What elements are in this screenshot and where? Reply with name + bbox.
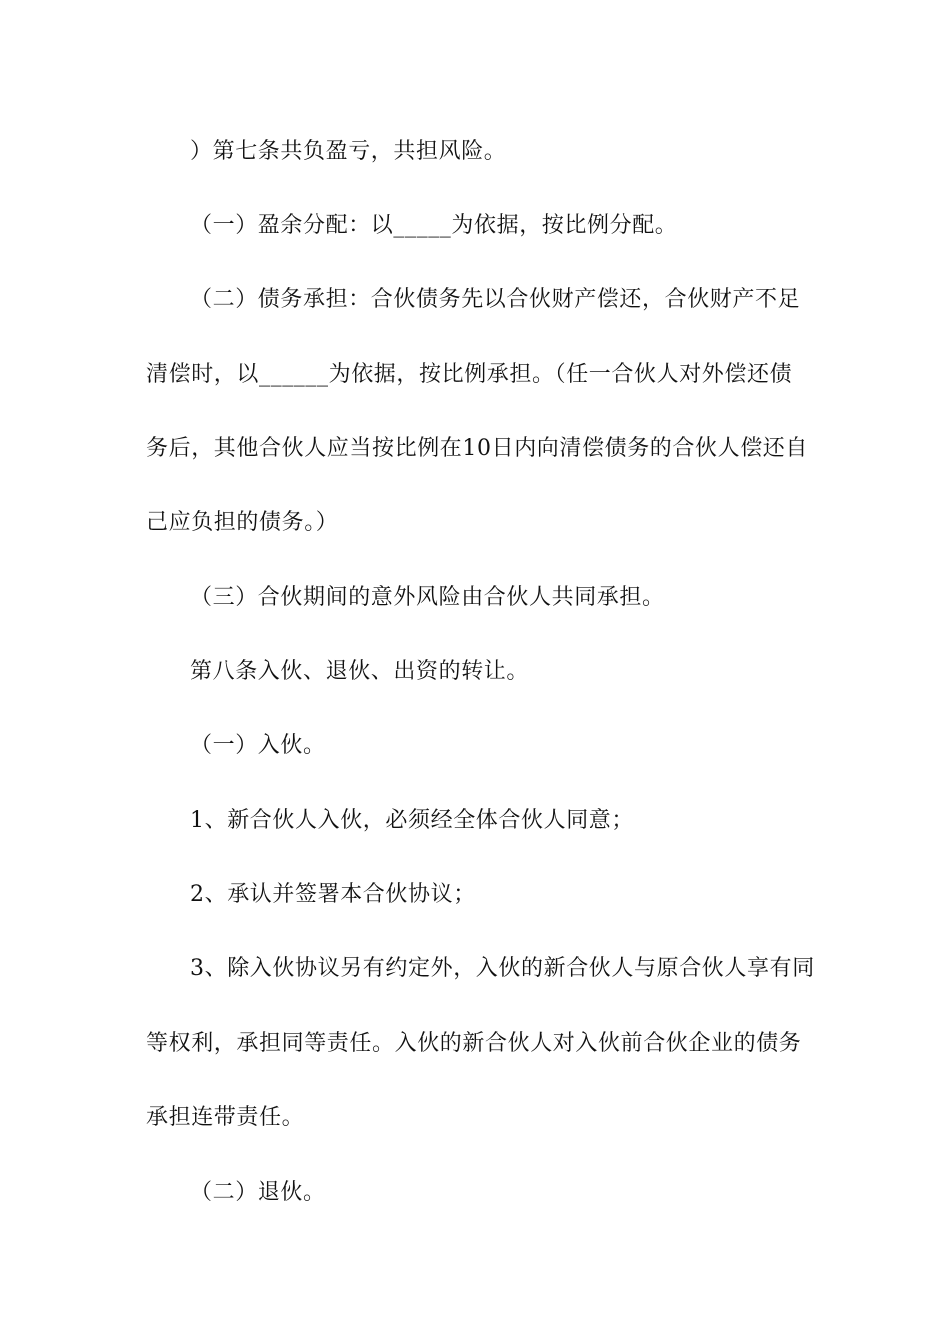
clause-7-item-2-line-1: （二）债务承担：合伙债务先以合伙财产偿还，合伙财产不足: [190, 287, 801, 312]
clause-7-item-3: （三）合伙期间的意外风险由合伙人共同承担。: [190, 585, 665, 610]
clause-7-item-2-line-2: 清偿时，以______为依据，按比例承担。（任一合伙人对外偿还债: [146, 362, 793, 387]
clause-7-item-2-line-4: 己应负担的债务。）: [146, 510, 339, 535]
clause-8-point-1: 1、新合伙人入伙，必须经全体合伙人同意；: [190, 808, 634, 833]
clause-8-section-2-heading: （二）退伙。: [190, 1180, 326, 1205]
clause-7-heading: ）第七条共负盈亏，共担风险。: [190, 139, 507, 164]
clause-8-heading: 第八条入伙、退伙、出资的转让。: [190, 659, 530, 684]
clause-7-item-1: （一）盈余分配：以_____为依据，按比例分配。: [190, 213, 678, 238]
clause-8-point-3-line-1: 3、除入伙协议另有约定外，入伙的新合伙人与原合伙人享有同: [190, 956, 815, 981]
clause-7-item-2-line-3: 务后，其他合伙人应当按比例在10日内向清偿债务的合伙人偿还自: [146, 436, 808, 461]
clause-8-point-3-line-3: 承担连带责任。: [146, 1105, 305, 1130]
clause-8-point-3-line-2: 等权利，承担同等责任。入伙的新合伙人对入伙前合伙企业的债务: [146, 1031, 802, 1056]
clause-8-point-2: 2、承认并签署本合伙协议；: [190, 882, 476, 907]
clause-8-section-1-heading: （一）入伙。: [190, 733, 326, 758]
